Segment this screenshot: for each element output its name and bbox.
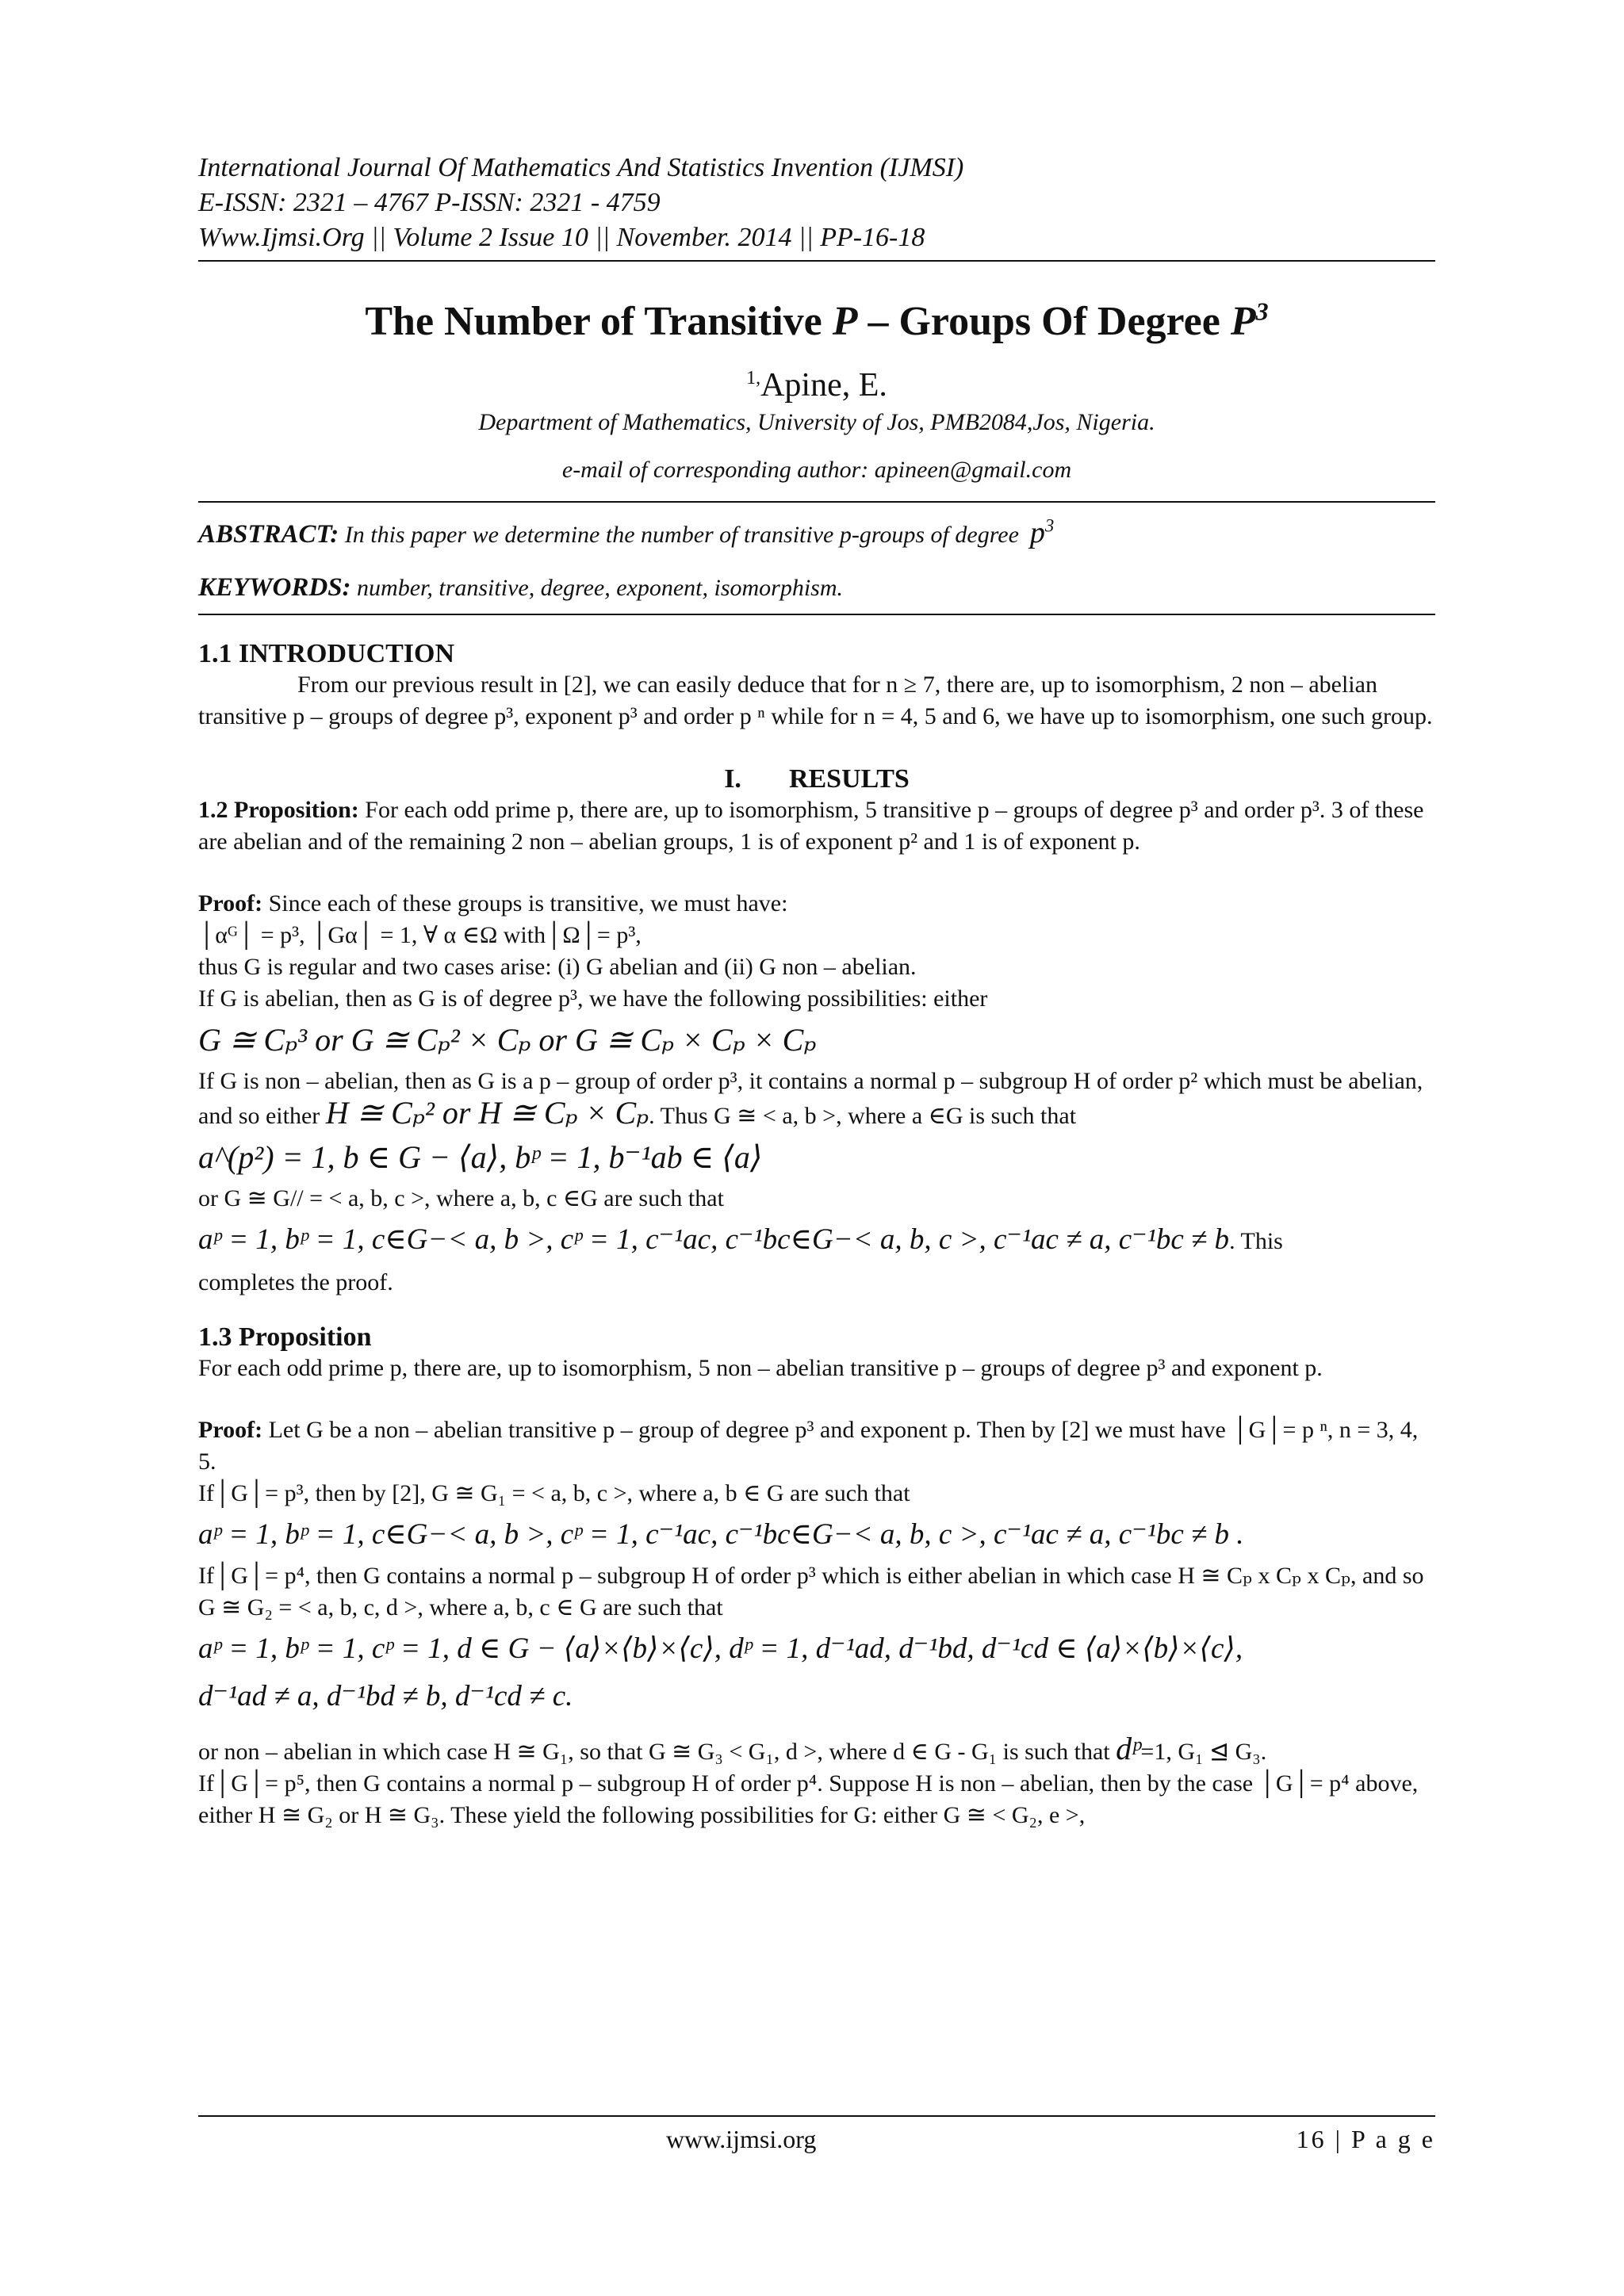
header-rule xyxy=(198,260,1435,262)
page-footer xyxy=(198,2115,1435,2153)
intro-heading: 1.1 INTRODUCTION xyxy=(198,639,455,668)
prop-1-3-text: For each odd prime p, there are, up to isomorphism, 5 non – abelian transitive p – groups of degree p³ and exponent p. xyxy=(198,1355,1323,1381)
equation-g2-inequalities: d⁻¹ad ≠ a, d⁻¹bd ≠ b, d⁻¹cd ≠ c. xyxy=(198,1680,573,1712)
results-title: RESULTS xyxy=(788,764,910,794)
journal-header xyxy=(198,151,1435,255)
title-text-1: The Number of Transitive xyxy=(365,299,833,344)
equation-g-relations: a^(p²) = 1, b ∈ G − ⟨a⟩, bᵖ = 1, b⁻¹ab ∈ ⟨a⟩ xyxy=(198,1139,763,1175)
proof-label: Proof: xyxy=(198,890,263,916)
equation-g1-relations: aᵖ = 1, bᵖ = 1, c∈G−< a, b >, cᵖ = 1, c⁻¹ac, c⁻¹bc∈G−< a, b, c >, c⁻¹ac ≠ a, c⁻¹bc ≠ b . xyxy=(198,1518,1244,1551)
prop-1-2-label: 1.2 Proposition: xyxy=(198,797,359,823)
author-name: Apine, E. xyxy=(760,367,887,404)
proof-1-3-intro: Proof: Let G be a non – abelian transitive p – group of degree p³ and exponent p. Then by [2] we must have │G│= p ⁿ, n = 3, 4, 5. xyxy=(198,1417,1419,1475)
proof-1-3-line2: If│G│= p⁴, then G contains a normal p – subgroup H of order p³ which is either abelian in which case H ≅ Cₚ x Cₚ x Cₚ, and so G ≅ G₂ = < a, b, c, d >, where a, b, c ∈ G are such that xyxy=(198,1563,1424,1621)
proof-1-2-intro: Proof: Since each of these groups is transitive, we must have: xyxy=(198,890,788,916)
proof-1-3-label: Proof: xyxy=(198,1417,263,1443)
abstract-text: In this paper we determine the number of transitive p-groups of degree xyxy=(339,522,1019,548)
prop-1-2-text: For each odd prime p, there are, up to isomorphism, 5 transitive p – groups of degree p³ and order p³. 3 of these are abelian and of the remaining 2 non – abelian groups, 1 is of exponent p² and 1 is of exponent p. xyxy=(198,797,1424,855)
abstract-expr: $p^3$ xyxy=(1029,515,1055,549)
results-heading xyxy=(198,764,1435,794)
journal-issue: Www.Ijmsi.Org || Volume 2 Issue 10 || November. 2014 || PP-16-18 xyxy=(198,223,925,252)
equation-abelian-cases: G ≅ Cₚ³ or G ≅ Cₚ² × Cₚ or G ≅ Cₚ × Cₚ × Cₚ xyxy=(198,1022,817,1058)
prop-1-3-heading: 1.3 Proposition xyxy=(198,1322,372,1352)
results-number: I. xyxy=(724,764,741,794)
footer-page-number: 16 | P a g e xyxy=(1296,2125,1435,2153)
keywords xyxy=(198,573,1435,615)
title-p: P xyxy=(832,299,858,344)
proof-1-2-line3: If G is abelian, then as G is of degree p³, we have the following possibilities: either xyxy=(198,985,988,1012)
keywords-text: number, transitive, degree, exponent, isomorphism. xyxy=(350,575,844,601)
equation-d-order: dᵖ xyxy=(1116,1731,1141,1766)
footer-site: www.ijmsi.org xyxy=(666,2125,817,2153)
proof-1-2-end: completes the proof. xyxy=(198,1269,393,1295)
proof-1-2-line2: thus G is regular and two cases arise: (i) G abelian and (ii) G non – abelian. xyxy=(198,954,917,980)
paper-title xyxy=(198,297,1435,347)
title-exponent: 3 xyxy=(1255,297,1269,326)
journal-name: International Journal Of Mathematics And Statistics Invention (IJMSI) xyxy=(198,153,964,182)
intro-paragraph: From our previous result in [2], we can easily deduce that for n ≥ 7, there are, up to isomorphism, 2 non – abelian transitive p – groups of degree p³, exponent p³ and order p ⁿ while for n = 4, 5 and 6, we have up to isomorphism, one such group. xyxy=(198,672,1433,729)
journal-issn: E-ISSN: 2321 – 4767 P-ISSN: 2321 - 4759 xyxy=(198,188,661,217)
author-email: e-mail of corresponding author: apineen@gmail.com xyxy=(561,457,1072,483)
equation-g2-relations: aᵖ = 1, bᵖ = 1, cᵖ = 1, d ∈ G − ⟨a⟩×⟨b⟩×⟨c⟩, dᵖ = 1, d⁻¹ad, d⁻¹bd, d⁻¹cd ∈ ⟨a⟩×⟨b⟩×⟨c⟩, xyxy=(198,1632,1243,1665)
title-text-2: – Groups Of Degree xyxy=(857,299,1231,344)
abstract-label: ABSTRACT: xyxy=(198,520,339,549)
author-mark: 1, xyxy=(746,368,761,388)
equation-h-cases: H ≅ Cₚ² or H ≅ Cₚ × Cₚ xyxy=(325,1095,649,1131)
proof-1-2-line5: or G ≅ G// = < a, b, c >, where a, b, c ∈G are such that xyxy=(198,1185,724,1211)
abstract xyxy=(198,517,1435,551)
keywords-label: KEYWORDS: xyxy=(198,573,351,602)
author xyxy=(198,365,1435,406)
proof-1-2-line1: │αᴳ│ = p³, │Gα│ = 1, ∀ α ∈Ω with│Ω│= p³, xyxy=(198,922,642,948)
affiliation: Department of Mathematics, University of Jos, PMB2084,Jos, Nigeria. xyxy=(478,409,1155,435)
proof-1-2-line4: If G is non – abelian, then as G is a p – group of order p³, it contains a normal p – subgroup H of order p² which must be abelian, and so either H ≅ Cₚ² or H ≅ Cₚ × Cₚ. Thus G ≅ < a, b >, where a ∈G is such that xyxy=(198,1068,1423,1131)
proof-1-3-line4: If│G│= p⁵, then G contains a normal p – subgroup H of order p⁴. Suppose H is non – abelian, then by the case │G│= p⁴ above, either H ≅ G₂ or H ≅ G₃. These yield the following possibilities for G: either G ≅ < G₂, e >, xyxy=(198,1770,1419,1828)
prop-1-2 xyxy=(198,794,1435,858)
paper-page xyxy=(198,151,1435,1831)
proof-1-3-line1: If│G│= p³, then by [2], G ≅ G₁ = < a, b, c >, where a, b ∈ G are such that xyxy=(198,1480,910,1506)
title-p-degree: P xyxy=(1230,299,1256,344)
proof-1-3-line3: or non – abelian in which case H ≅ G₁, so that G ≅ G₃ < G₁, d >, where d ∈ G - G₁ is such that dᵖ=1, G₁ ⊴ G₃. xyxy=(198,1731,1267,1766)
abstract-block xyxy=(198,501,1435,615)
equation-g-relations-2: aᵖ = 1, bᵖ = 1, c∈G−< a, b >, cᵖ = 1, c⁻¹ac, c⁻¹bc∈G−< a, b, c >, c⁻¹ac ≠ a, c⁻¹bc ≠ b. This xyxy=(198,1223,1283,1256)
